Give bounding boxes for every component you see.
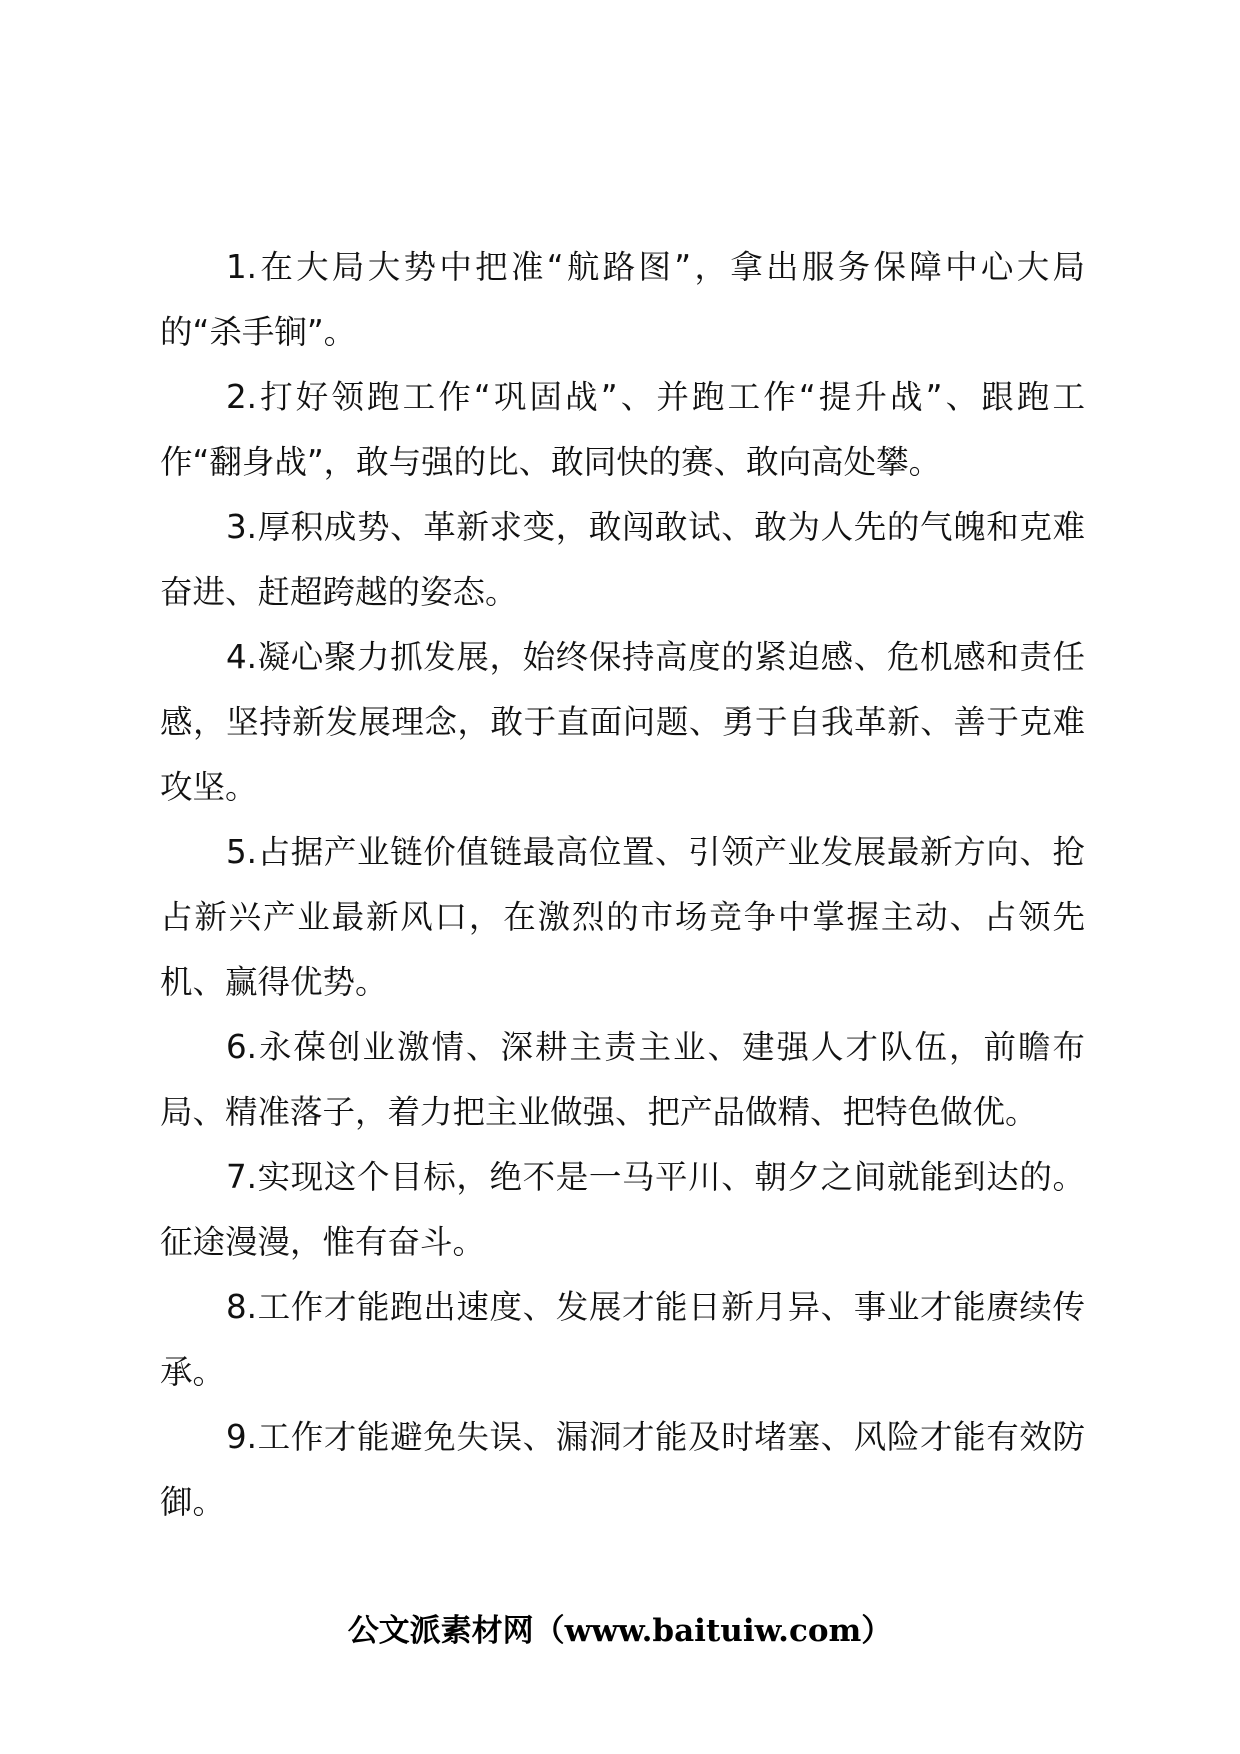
paragraph-9: 9.工作才能避免失误、漏洞才能及时堵塞、风险才能有效防御。 [160,1418,1085,1521]
paragraph-4: 4.凝心聚力抓发展，始终保持高度的紧迫感、危机感和责任感，坚持新发展理念，敢于直面问题、勇于自我革新、善于克难攻坚。 [160,638,1085,806]
footer-watermark: 公文派素材网（www.baituiw.com） [347,1613,893,1649]
paragraph-6: 6.永葆创业激情、深耕主责主业、建强人才队伍，前瞻布局、精准落子，着力把主业做强、把产品做精、把特色做优。 [160,1028,1085,1131]
paragraph-8: 8.工作才能跑出速度、发展才能日新月异、事业才能赓续传承。 [160,1288,1085,1391]
paragraph-2: 2.打好领跑工作“巩固战”、并跑工作“提升战”、跟跑工作“翻身战”，敢与强的比、敢同快的赛、敢向高处攀。 [160,378,1085,481]
paragraph-5: 5.占据产业链价值链最高位置、引领产业发展最新方向、抢占新兴产业最新风口，在激烈的市场竞争中掌握主动、占领先机、赢得优势。 [160,833,1085,1001]
paragraph-3: 3.厚积成势、革新求变，敢闯敢试、敢为人先的气魄和克难奋进、赶超跨越的姿态。 [160,508,1085,611]
paragraph-7: 7.实现这个目标，绝不是一马平川、朝夕之间就能到达的。征途漫漫，惟有奋斗。 [160,1158,1085,1261]
paragraph-1: 1.在大局大势中把准“航路图”，拿出服务保障中心大局的“杀手锏”。 [160,248,1085,351]
document-body [160,235,1085,1535]
